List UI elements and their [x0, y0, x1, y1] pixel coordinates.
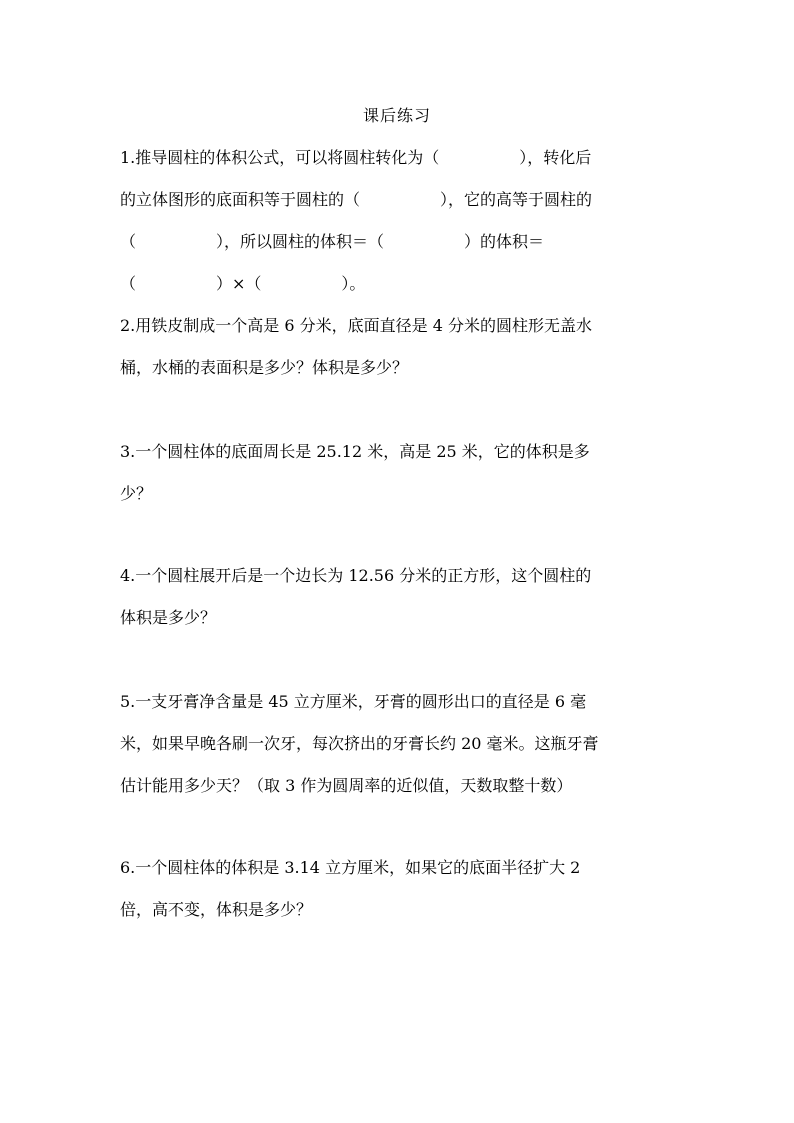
page-title: 课后练习 — [362, 106, 431, 125]
question-1-line-2: 的立体图形的底面积等于圆柱的（ ），它的高等于圆柱的 — [120, 190, 593, 209]
question-4-line-1: 4.一个圆柱展开后是一个边长为 12.56 分米的正方形，这个圆柱的 — [120, 566, 592, 585]
question-6-line-1: 6.一个圆柱体的体积是 3.14 立方厘米，如果它的底面半径扩大 2 — [120, 858, 581, 877]
question-6-line-2: 倍，高不变，体积是多少？ — [120, 900, 313, 919]
question-2-line-1: 2.用铁皮制成一个高是 6 分米，底面直径是 4 分米的圆柱形无盖水 — [120, 316, 592, 335]
question-3-line-2: 少？ — [120, 484, 153, 503]
question-4-line-2: 体积是多少？ — [120, 608, 217, 627]
question-1-line-1: 1.推导圆柱的体积公式，可以将圆柱转化为（ ），转化后 — [120, 148, 592, 167]
question-5-line-2: 米，如果早晚各刷一次牙，每次挤出的牙膏长约 20 毫米。这瓶牙膏 — [120, 734, 599, 753]
question-1-line-3: （ ），所以圆柱的体积＝（ ）的体积＝ — [120, 232, 545, 251]
question-1-line-4: （ ）×（ ）。 — [120, 274, 366, 293]
question-5-line-3: 估计能用多少天？（取 3 作为圆周率的近似值，天数取整十数） — [120, 776, 573, 795]
question-3-line-1: 3.一个圆柱体的底面周长是 25.12 米，高是 25 米，它的体积是多 — [120, 442, 590, 461]
question-2-line-2: 桶，水桶的表面积是多少？体积是多少？ — [120, 358, 409, 377]
question-5-line-1: 5.一支牙膏净含量是 45 立方厘米，牙膏的圆形出口的直径是 6 毫 — [120, 692, 587, 711]
